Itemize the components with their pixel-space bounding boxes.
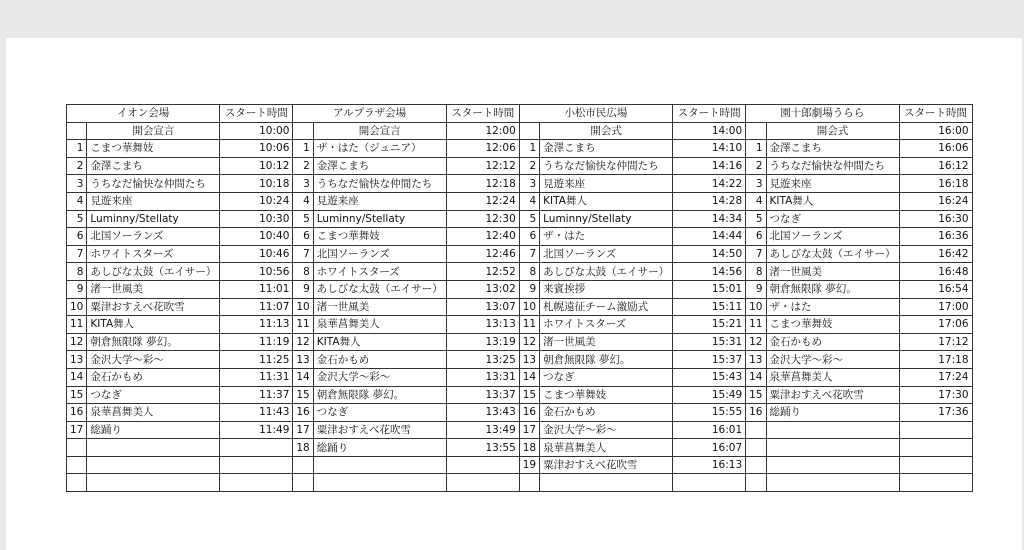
performer-cell: うちなだ愉快な仲間たち [766, 157, 899, 175]
performer-cell: 金石かもめ [313, 351, 446, 369]
performer-cell: 朝倉無限隊 夢幻。 [87, 333, 220, 351]
time-cell: 14:50 [673, 245, 746, 263]
performer-cell: 総踊り [87, 421, 220, 439]
time-cell: 11:01 [220, 280, 293, 298]
opening-time: 12:00 [446, 122, 519, 140]
performer-cell: 金石かもめ [540, 404, 673, 422]
performer-cell: 粟津おすえべ花吹雪 [766, 386, 899, 404]
number-cell: 16 [67, 404, 87, 422]
number-cell [746, 474, 766, 492]
time-cell: 11:19 [220, 333, 293, 351]
schedule-table [66, 104, 973, 492]
opening-time: 16:00 [899, 122, 972, 140]
performer-cell [313, 474, 446, 492]
number-cell: 14 [519, 368, 539, 386]
number-cell: 11 [67, 316, 87, 334]
number-cell: 10 [519, 298, 539, 316]
performer-cell [766, 439, 899, 457]
number-cell: 10 [293, 298, 313, 316]
number-cell: 11 [293, 316, 313, 334]
time-cell [899, 421, 972, 439]
time-cell: 15:37 [673, 351, 746, 369]
table-row [67, 298, 973, 316]
number-cell [746, 439, 766, 457]
time-cell: 17:36 [899, 404, 972, 422]
performer-cell: つなぎ [540, 368, 673, 386]
number-cell: 12 [746, 333, 766, 351]
time-cell: 13:37 [446, 386, 519, 404]
opening-time: 10:00 [220, 122, 293, 140]
time-cell: 15:21 [673, 316, 746, 334]
opening-time: 14:00 [673, 122, 746, 140]
time-cell: 10:46 [220, 245, 293, 263]
opening-label: 開会宣言 [313, 122, 446, 140]
time-cell: 16:36 [899, 228, 972, 246]
performer-cell: 北国ソーランズ [540, 245, 673, 263]
performer-cell: KITA舞人 [540, 192, 673, 210]
time-cell: 16:48 [899, 263, 972, 281]
number-cell: 13 [293, 351, 313, 369]
performer-cell: 渚一世風美 [87, 280, 220, 298]
performer-cell [313, 456, 446, 474]
number-cell: 6 [67, 228, 87, 246]
time-cell: 15:01 [673, 280, 746, 298]
performer-cell: 泉華菖舞美人 [313, 316, 446, 334]
time-cell [220, 456, 293, 474]
time-cell: 16:13 [673, 456, 746, 474]
number-cell: 11 [519, 316, 539, 334]
number-cell: 3 [293, 175, 313, 193]
performer-cell: あしびな太鼓（エイサー） [313, 280, 446, 298]
opening-label: 開会式 [766, 122, 899, 140]
time-cell: 16:24 [899, 192, 972, 210]
number-cell: 1 [519, 140, 539, 158]
number-cell [746, 421, 766, 439]
performer-cell: ザ・はた [766, 298, 899, 316]
time-cell [899, 439, 972, 457]
performer-cell: 泉華菖舞美人 [766, 368, 899, 386]
number-cell: 12 [519, 333, 539, 351]
number-cell: 15 [519, 386, 539, 404]
table-row [67, 157, 973, 175]
number-cell: 8 [67, 263, 87, 281]
venue-name: イオン会場 [67, 105, 220, 123]
number-cell: 2 [746, 157, 766, 175]
time-cell: 11:49 [220, 421, 293, 439]
performer-cell [766, 474, 899, 492]
performer-cell: 粟津おすえべ花吹雪 [540, 456, 673, 474]
number-cell: 9 [67, 280, 87, 298]
performer-cell: つなぎ [313, 404, 446, 422]
number-cell: 9 [293, 280, 313, 298]
time-cell: 13:02 [446, 280, 519, 298]
number-cell: 9 [746, 280, 766, 298]
performer-cell [766, 421, 899, 439]
time-cell: 10:40 [220, 228, 293, 246]
number-cell: 17 [519, 421, 539, 439]
time-cell: 12:30 [446, 210, 519, 228]
number-cell [67, 456, 87, 474]
number-cell: 15 [746, 386, 766, 404]
number-cell: 16 [519, 404, 539, 422]
performer-cell: 金沢大学〜彩〜 [87, 351, 220, 369]
time-cell: 11:13 [220, 316, 293, 334]
number-cell: 9 [519, 280, 539, 298]
time-cell: 13:43 [446, 404, 519, 422]
performer-cell: あしびな太鼓（エイサー） [766, 245, 899, 263]
time-cell: 12:12 [446, 157, 519, 175]
table-row [67, 404, 973, 422]
performer-cell: 金澤こまち [766, 140, 899, 158]
time-cell [220, 474, 293, 492]
number-cell: 16 [293, 404, 313, 422]
performer-cell: 総踊り [766, 404, 899, 422]
header-row [67, 105, 973, 123]
performer-cell: 粟津おすえべ花吹雪 [313, 421, 446, 439]
time-cell: 11:31 [220, 368, 293, 386]
performer-cell: 金澤こまち [540, 140, 673, 158]
performer-cell: ホワイトスターズ [313, 263, 446, 281]
table-row [67, 245, 973, 263]
table-row [67, 474, 973, 492]
number-cell: 11 [746, 316, 766, 334]
number-cell: 1 [67, 140, 87, 158]
time-cell [446, 474, 519, 492]
time-cell: 13:13 [446, 316, 519, 334]
table-row [67, 210, 973, 228]
number-cell [293, 456, 313, 474]
number-cell [519, 474, 539, 492]
number-cell: 14 [293, 368, 313, 386]
time-cell: 16:18 [899, 175, 972, 193]
venue-name: 小松市民広場 [519, 105, 672, 123]
number-cell: 5 [519, 210, 539, 228]
performer-cell: KITA舞人 [87, 316, 220, 334]
performer-cell [87, 474, 220, 492]
number-cell: 6 [519, 228, 539, 246]
time-cell: 15:31 [673, 333, 746, 351]
performer-cell [540, 474, 673, 492]
time-cell [673, 474, 746, 492]
performer-cell [87, 456, 220, 474]
time-cell: 12:52 [446, 263, 519, 281]
time-cell: 14:16 [673, 157, 746, 175]
number-cell [293, 122, 313, 140]
number-cell: 2 [67, 157, 87, 175]
number-cell: 7 [293, 245, 313, 263]
time-cell: 13:19 [446, 333, 519, 351]
time-cell: 15:43 [673, 368, 746, 386]
number-cell: 4 [67, 192, 87, 210]
number-cell: 6 [746, 228, 766, 246]
time-cell: 16:07 [673, 439, 746, 457]
time-cell: 12:46 [446, 245, 519, 263]
time-cell [446, 456, 519, 474]
opening-row [67, 122, 973, 140]
table-row [67, 386, 973, 404]
number-cell: 8 [519, 263, 539, 281]
number-cell: 18 [519, 439, 539, 457]
time-cell: 14:22 [673, 175, 746, 193]
performer-cell: あしびな太鼓（エイサー） [87, 263, 220, 281]
number-cell: 13 [519, 351, 539, 369]
performer-cell: 渚一世風美 [766, 263, 899, 281]
time-cell: 10:06 [220, 140, 293, 158]
performer-cell: 朝倉無限隊 夢幻。 [313, 386, 446, 404]
number-cell: 4 [746, 192, 766, 210]
number-cell: 7 [67, 245, 87, 263]
time-cell: 14:44 [673, 228, 746, 246]
performer-cell: 金石かもめ [87, 368, 220, 386]
time-cell: 10:18 [220, 175, 293, 193]
performer-cell: うちなだ愉快な仲間たち [313, 175, 446, 193]
performer-cell: うちなだ愉快な仲間たち [540, 157, 673, 175]
time-cell: 10:12 [220, 157, 293, 175]
time-cell [220, 439, 293, 457]
time-cell: 13:55 [446, 439, 519, 457]
performer-cell: 金石かもめ [766, 333, 899, 351]
time-cell: 17:06 [899, 316, 972, 334]
document-page [6, 38, 1022, 550]
time-cell: 11:07 [220, 298, 293, 316]
performer-cell: 札幌遠征チーム激励式 [540, 298, 673, 316]
number-cell: 6 [293, 228, 313, 246]
opening-label: 開会宣言 [87, 122, 220, 140]
number-cell: 7 [519, 245, 539, 263]
venue-name: 園十郎劇場うらら [746, 105, 899, 123]
number-cell: 10 [67, 298, 87, 316]
performer-cell: 北国ソーランズ [313, 245, 446, 263]
number-cell: 1 [746, 140, 766, 158]
time-cell: 17:18 [899, 351, 972, 369]
table-row [67, 192, 973, 210]
number-cell: 13 [67, 351, 87, 369]
time-cell: 10:24 [220, 192, 293, 210]
number-cell: 3 [519, 175, 539, 193]
time-cell: 17:12 [899, 333, 972, 351]
number-cell [67, 122, 87, 140]
performer-cell: あしびな太鼓（エイサー） [540, 263, 673, 281]
time-cell: 11:37 [220, 386, 293, 404]
table-row [67, 421, 973, 439]
performer-cell: 泉華菖舞美人 [87, 404, 220, 422]
number-cell: 17 [67, 421, 87, 439]
performer-cell: こまつ華舞妓 [87, 140, 220, 158]
number-cell: 4 [519, 192, 539, 210]
table-row [67, 263, 973, 281]
time-cell: 12:06 [446, 140, 519, 158]
table-row [67, 175, 973, 193]
time-cell: 16:30 [899, 210, 972, 228]
time-cell: 16:42 [899, 245, 972, 263]
performer-cell: こまつ華舞妓 [766, 316, 899, 334]
number-cell: 8 [746, 263, 766, 281]
table-row [67, 280, 973, 298]
time-cell [899, 474, 972, 492]
performer-cell: こまつ華舞妓 [313, 228, 446, 246]
opening-label: 開会式 [540, 122, 673, 140]
number-cell: 19 [519, 456, 539, 474]
number-cell: 5 [293, 210, 313, 228]
time-cell: 16:06 [899, 140, 972, 158]
table-row [67, 333, 973, 351]
performer-cell: 来賓挨拶 [540, 280, 673, 298]
performer-cell: 北国ソーランズ [766, 228, 899, 246]
number-cell: 4 [293, 192, 313, 210]
number-cell: 12 [67, 333, 87, 351]
number-cell [746, 122, 766, 140]
number-cell: 5 [746, 210, 766, 228]
performer-cell: ザ・はた [540, 228, 673, 246]
time-cell: 14:10 [673, 140, 746, 158]
table-row [67, 439, 973, 457]
time-cell: 14:56 [673, 263, 746, 281]
time-cell: 17:24 [899, 368, 972, 386]
time-cell: 16:01 [673, 421, 746, 439]
number-cell: 1 [293, 140, 313, 158]
time-cell: 13:31 [446, 368, 519, 386]
number-cell: 3 [67, 175, 87, 193]
number-cell [746, 456, 766, 474]
time-column-header: スタート時間 [673, 105, 746, 123]
time-cell: 11:43 [220, 404, 293, 422]
table-row [67, 140, 973, 158]
performer-cell: こまつ華舞妓 [540, 386, 673, 404]
table-row [67, 316, 973, 334]
performer-cell: Luminny/Stellaty [313, 210, 446, 228]
number-cell: 15 [67, 386, 87, 404]
performer-cell: 総踊り [313, 439, 446, 457]
table-row [67, 368, 973, 386]
performer-cell [87, 439, 220, 457]
time-cell: 10:30 [220, 210, 293, 228]
performer-cell: 朝倉無限隊 夢幻。 [540, 351, 673, 369]
number-cell [67, 439, 87, 457]
time-column-header: スタート時間 [899, 105, 972, 123]
number-cell: 15 [293, 386, 313, 404]
table-row [67, 228, 973, 246]
performer-cell: Luminny/Stellaty [87, 210, 220, 228]
performer-cell: 見遊来座 [766, 175, 899, 193]
performer-cell: 見遊来座 [87, 192, 220, 210]
number-cell: 14 [746, 368, 766, 386]
performer-cell: 朝倉無限隊 夢幻。 [766, 280, 899, 298]
time-cell: 14:28 [673, 192, 746, 210]
performer-cell: ホワイトスターズ [540, 316, 673, 334]
number-cell: 2 [519, 157, 539, 175]
time-cell: 14:34 [673, 210, 746, 228]
time-cell: 10:56 [220, 263, 293, 281]
performer-cell: 金沢大学〜彩〜 [313, 368, 446, 386]
performer-cell: 金澤こまち [313, 157, 446, 175]
performer-cell: 金沢大学〜彩〜 [540, 421, 673, 439]
time-cell: 13:49 [446, 421, 519, 439]
time-cell: 11:25 [220, 351, 293, 369]
number-cell: 18 [293, 439, 313, 457]
time-cell: 12:24 [446, 192, 519, 210]
number-cell: 7 [746, 245, 766, 263]
number-cell [293, 474, 313, 492]
performer-cell: ホワイトスターズ [87, 245, 220, 263]
performer-cell: 見遊来座 [540, 175, 673, 193]
table-row [67, 351, 973, 369]
performer-cell: 渚一世風美 [313, 298, 446, 316]
time-cell: 16:54 [899, 280, 972, 298]
time-cell: 17:30 [899, 386, 972, 404]
number-cell: 5 [67, 210, 87, 228]
time-cell: 13:07 [446, 298, 519, 316]
performer-cell: 見遊来座 [313, 192, 446, 210]
performer-cell [766, 456, 899, 474]
performer-cell: 北国ソーランズ [87, 228, 220, 246]
time-cell: 12:18 [446, 175, 519, 193]
number-cell: 8 [293, 263, 313, 281]
time-cell: 17:00 [899, 298, 972, 316]
time-cell: 15:11 [673, 298, 746, 316]
number-cell: 13 [746, 351, 766, 369]
number-cell [519, 122, 539, 140]
performer-cell: KITA舞人 [313, 333, 446, 351]
time-column-header: スタート時間 [220, 105, 293, 123]
performer-cell: ザ・はた（ジュニア） [313, 140, 446, 158]
time-column-header: スタート時間 [446, 105, 519, 123]
number-cell: 3 [746, 175, 766, 193]
performer-cell: 渚一世風美 [540, 333, 673, 351]
time-cell: 16:12 [899, 157, 972, 175]
time-cell: 12:40 [446, 228, 519, 246]
performer-cell: 金沢大学〜彩〜 [766, 351, 899, 369]
performer-cell: つなぎ [87, 386, 220, 404]
venue-name: アルプラザ会場 [293, 105, 446, 123]
number-cell: 2 [293, 157, 313, 175]
performer-cell: つなぎ [766, 210, 899, 228]
time-cell: 15:49 [673, 386, 746, 404]
performer-cell: 金澤こまち [87, 157, 220, 175]
performer-cell: Luminny/Stellaty [540, 210, 673, 228]
number-cell [67, 474, 87, 492]
number-cell: 17 [293, 421, 313, 439]
number-cell: 12 [293, 333, 313, 351]
time-cell: 13:25 [446, 351, 519, 369]
time-cell [899, 456, 972, 474]
performer-cell: KITA舞人 [766, 192, 899, 210]
table-row [67, 456, 973, 474]
performer-cell: うちなだ愉快な仲間たち [87, 175, 220, 193]
number-cell: 10 [746, 298, 766, 316]
number-cell: 16 [746, 404, 766, 422]
performer-cell: 粟津おすえべ花吹雪 [87, 298, 220, 316]
performer-cell: 泉華菖舞美人 [540, 439, 673, 457]
time-cell: 15:55 [673, 404, 746, 422]
number-cell: 14 [67, 368, 87, 386]
